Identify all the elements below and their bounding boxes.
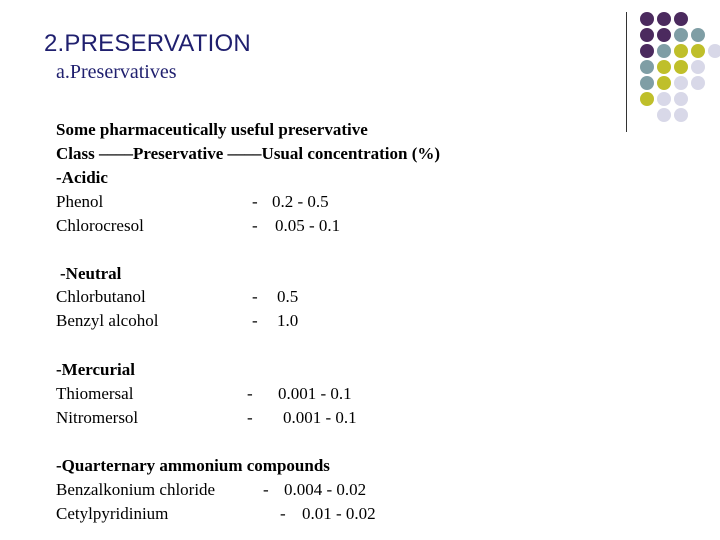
- row-name: Chlorbutanol: [56, 287, 146, 306]
- decorative-dot: [640, 60, 654, 74]
- decorative-dot: [657, 28, 671, 42]
- intro-text: Some pharmaceutically useful preservative: [56, 120, 368, 139]
- decorative-dot: [640, 76, 654, 90]
- row-name: Benzyl alcohol: [56, 311, 159, 330]
- row-name: Benzalkonium chloride: [56, 480, 216, 499]
- decorative-dot: [657, 60, 671, 74]
- decorative-dot: [674, 44, 688, 58]
- decorative-dot: [657, 12, 671, 26]
- decorative-dot: [657, 44, 671, 58]
- decorative-dot: [691, 44, 705, 58]
- decorative-dot: [674, 76, 688, 90]
- class-header: Class ––––Preservative ––––Usual concentration (%): [56, 144, 441, 163]
- decorative-dot: [640, 44, 654, 58]
- group-label-neutral: -Neutral: [60, 264, 122, 283]
- row-dash: -: [247, 408, 253, 427]
- row-concentration: 1.0: [277, 311, 299, 330]
- group-label-acidic: -Acidic: [56, 168, 108, 187]
- row-dash: -: [252, 311, 258, 330]
- row-concentration: 0.01 - 0.02: [302, 504, 376, 523]
- row-dash: -: [280, 504, 286, 523]
- decorative-dot: [674, 108, 688, 122]
- row-dash: -: [252, 192, 258, 211]
- row-name: Cetylpyridinium: [56, 504, 169, 523]
- decorative-dot: [674, 12, 688, 26]
- decorative-dot: [640, 12, 654, 26]
- decorative-dot: [691, 76, 705, 90]
- decorative-dot: [657, 92, 671, 106]
- row-name: Phenol: [56, 192, 104, 211]
- row-name: Nitromersol: [56, 408, 139, 427]
- decorative-dot: [657, 108, 671, 122]
- group-label-quarternary: -Quarternary ammonium compounds: [56, 456, 330, 475]
- row-dash: -: [252, 287, 258, 306]
- decorative-dot: [657, 76, 671, 90]
- page-title: 2.PRESERVATION: [44, 30, 251, 57]
- row-concentration: 0.5: [277, 287, 299, 306]
- row-name: Thiomersal: [56, 384, 134, 403]
- row-concentration: 0.004 - 0.02: [284, 480, 367, 499]
- row-dash: -: [263, 480, 269, 499]
- group-label-mercurial: -Mercurial: [56, 360, 135, 379]
- row-dash: -: [247, 384, 253, 403]
- decorative-dot: [691, 60, 705, 74]
- row-concentration: 0.05 - 0.1: [275, 216, 341, 235]
- row-concentration: 0.001 - 0.1: [278, 384, 352, 403]
- decorative-dot: [674, 28, 688, 42]
- decorative-dot: [691, 28, 705, 42]
- decorative-dot: [708, 44, 720, 58]
- page-subtitle: a.Preservatives: [56, 61, 177, 83]
- row-concentration: 0.2 - 0.5: [272, 192, 329, 211]
- row-concentration: 0.001 - 0.1: [283, 408, 357, 427]
- decorative-dot: [674, 60, 688, 74]
- row-dash: -: [252, 216, 258, 235]
- divider-line: [626, 12, 627, 132]
- decorative-dot: [640, 92, 654, 106]
- row-name: Chlorocresol: [56, 216, 144, 235]
- decorative-dot: [640, 28, 654, 42]
- decorative-dot: [674, 92, 688, 106]
